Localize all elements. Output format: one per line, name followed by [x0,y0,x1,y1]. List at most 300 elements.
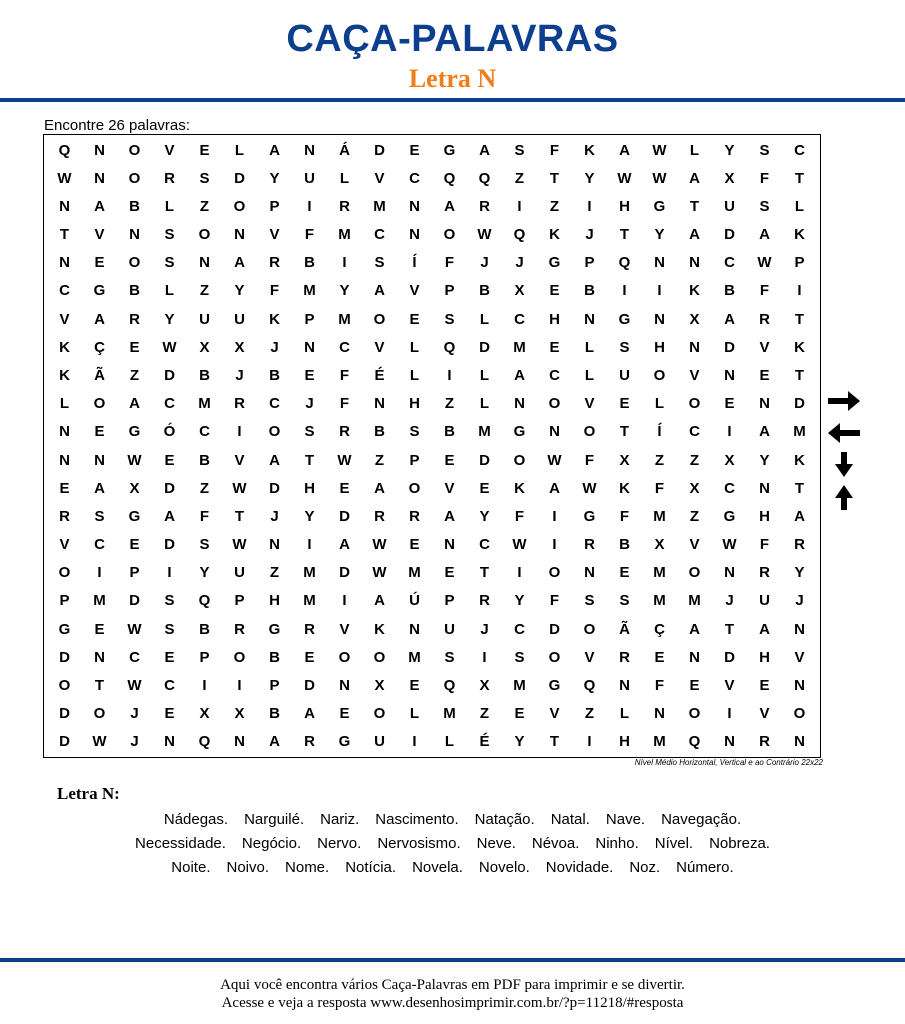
grid-letter: U [759,592,770,610]
page-subtitle: Letra N [408,64,497,93]
grid-letter: Ó [163,423,176,441]
grid-letter: Y [164,310,175,328]
grid-letter: Q [618,254,631,272]
word-item: Noivo. [226,859,270,876]
word-item: Natal. [550,811,590,828]
grid-letter: L [654,395,665,413]
grid-letter: E [129,536,140,554]
grid-letter: F [549,141,560,159]
grid-letter: Z [374,451,385,469]
grid-letter: É [374,367,385,385]
grid-letter: R [304,733,315,751]
grid-letter: P [444,282,455,300]
grid-letter: M [513,677,526,695]
grid-letter: F [269,282,280,300]
grid-letter: J [235,367,244,385]
grid-letter: R [759,310,770,328]
grid-letter: A [269,451,280,469]
grid-letter: Y [724,141,735,159]
grid-letter: A [374,479,385,497]
footer-rule [0,958,905,962]
grid-letter: W [162,338,177,356]
words-section-title: Letra N: [57,784,120,803]
grid-letter: L [584,338,595,356]
grid-letter: F [199,507,210,525]
grid-letter: C [514,310,525,328]
grid-letter: I [587,733,592,751]
grid-letter: R [59,507,70,525]
grid-letter: E [514,705,525,723]
word-item: Negócio. [241,835,302,852]
word-list-line [40,832,865,856]
word-item: Natação. [474,811,535,828]
grid-letter: K [584,141,595,159]
grid-letter: N [59,451,70,469]
grid-letter: J [585,226,594,244]
grid-letter: S [514,141,525,159]
grid-letter: Z [689,507,700,525]
grid-letter: N [654,254,665,272]
grid-letter: L [409,705,420,723]
grid-letter: Q [198,592,211,610]
grid-letter: V [234,451,245,469]
grid-letter: N [654,705,665,723]
grid-letter: B [199,620,210,638]
grid-letter: I [517,197,522,215]
grid-letter: O [373,705,386,723]
word-item: Nave. [605,811,646,828]
word-item: Nível. [654,835,694,852]
grid-letter: V [724,677,735,695]
grid-letter: O [128,254,141,272]
grid-letter: E [199,141,210,159]
grid-letter: R [584,536,595,554]
grid-letter: S [409,423,420,441]
grid-letter: G [128,423,141,441]
grid-letter: V [584,648,595,666]
grid-letter: A [94,479,105,497]
grid-letter: L [794,197,805,215]
grid-letter: K [794,451,805,469]
grid-letter: B [129,197,140,215]
grid-letter: O [408,479,421,497]
grid-letter: O [268,423,281,441]
grid-letter: G [618,310,631,328]
grid-letter: Z [269,564,280,582]
grid-letter: W [372,564,387,582]
grid-letter: L [479,367,490,385]
grid-letter: D [374,141,385,159]
grid-letter: N [339,677,350,695]
grid-letter: Y [479,507,490,525]
grid-letter: Z [514,169,525,187]
grid-letter: F [619,507,630,525]
grid-letter: Z [584,705,595,723]
grid-letter: V [549,705,560,723]
grid-letter: I [307,197,312,215]
grid-letter: M [338,226,351,244]
grid-letter: J [480,620,489,638]
grid-letter: B [129,282,140,300]
grid-letter: X [689,310,700,328]
word-list [40,808,865,880]
grid-letter: S [164,254,175,272]
grid-letter: W [372,536,387,554]
grid-letter: Z [444,395,455,413]
grid-letter: O [688,705,701,723]
grid-letter: O [373,648,386,666]
grid-letter: F [444,254,455,272]
grid-letter: B [479,282,490,300]
grid-letter: V [444,479,455,497]
grid-letter: E [164,648,175,666]
grid-letter: N [374,395,385,413]
grid-letter: V [794,648,805,666]
grid-letter: N [724,367,735,385]
grid-letter: J [305,395,314,413]
grid-letter: O [93,705,106,723]
grid-letter: F [339,367,350,385]
grid-letter: G [93,282,106,300]
grid-letter: P [59,592,70,610]
grid-letter: A [759,226,770,244]
grid-letter: W [617,169,632,187]
arrow-right-icon [826,388,862,414]
grid-letter: O [233,197,246,215]
grid-letter: B [374,423,385,441]
grid-letter: E [94,423,105,441]
grid-letter: N [759,479,770,497]
grid-letter: W [232,536,247,554]
grid-letter: B [269,705,280,723]
grid-letter: L [164,282,175,300]
grid-letter: P [129,564,140,582]
grid-letter: E [444,564,455,582]
grid-letter: C [409,169,420,187]
grid-letter: O [583,423,596,441]
grid-letter: D [129,592,140,610]
grid-letter: Q [583,677,596,695]
grid-letter: T [94,677,105,695]
word-list-line [40,808,865,832]
grid-letter: Z [199,479,210,497]
grid-letter: E [549,282,560,300]
grid-letter: O [128,141,141,159]
grid-letter: M [408,648,421,666]
grid-letter: A [339,536,350,554]
word-item: Noite. [171,859,211,876]
grid-letter: X [654,536,665,554]
word-item: Nascimento. [375,811,459,828]
grid-letter: A [304,705,315,723]
grid-letter: N [794,620,805,638]
grid-letter: B [304,254,315,272]
grid-letter: Y [514,733,525,751]
grid-letter: L [234,141,245,159]
grid-letter: W [652,169,667,187]
grid-letter: O [443,226,456,244]
grid-letter: B [269,648,280,666]
grid-letter: X [234,338,245,356]
grid-letter: Y [514,592,525,610]
grid-letter: E [689,677,700,695]
grid-letter: D [724,338,735,356]
grid-letter: Ç [654,620,665,638]
grid-letter: N [59,423,70,441]
grid-letter: J [130,733,139,751]
grid-letter: P [304,310,315,328]
grid-letter: T [549,169,560,187]
word-item: Nobreza. [709,835,770,852]
grid-letter: A [234,254,245,272]
grid-letter: H [759,507,770,525]
grid-letter: H [619,733,630,751]
grid-letter: M [338,310,351,328]
grid-letter: G [268,620,281,638]
word-item: Nervo. [317,835,362,852]
grid-letter: K [689,282,700,300]
grid-letter: K [549,226,560,244]
grid-letter: R [409,507,420,525]
grid-letter: I [552,536,557,554]
grid-letter: D [794,395,805,413]
grid-letter: E [129,338,140,356]
grid-letter: Z [479,705,490,723]
grid-letter: D [724,226,735,244]
grid-letter: I [342,592,347,610]
grid-letter: O [58,564,71,582]
grid-letter: I [202,677,207,695]
grid-letter: C [339,338,350,356]
grid-letter: N [304,338,315,356]
grid-letter: B [724,282,735,300]
grid-letter: D [234,169,245,187]
grid-letter: N [584,310,595,328]
grid-letter: X [374,677,385,695]
grid-letter: N [689,648,700,666]
grid-letter: C [269,395,280,413]
grid-letter: N [584,564,595,582]
grid-letter: T [619,226,630,244]
grid-letter: L [689,141,700,159]
grid-letter: E [304,648,315,666]
grid-letter: T [794,169,805,187]
grid-letter: U [619,367,630,385]
grid-letter: R [374,507,385,525]
grid-letter: I [587,197,592,215]
grid-letter: P [269,677,280,695]
word-item: Nervosismo. [377,835,461,852]
grid-letter: G [548,677,561,695]
grid-letter: O [688,564,701,582]
grid-letter: C [59,282,70,300]
grid-letter: L [59,395,70,413]
grid-letter: E [164,451,175,469]
grid-letter: E [409,677,420,695]
grid-letter: I [167,564,172,582]
grid-letter: Y [794,564,805,582]
grid-letter: V [759,705,770,723]
grid-letter: N [94,169,105,187]
grid-letter: S [444,310,455,328]
grid-letter: R [619,648,630,666]
grid-letter: O [548,648,561,666]
grid-letter: R [269,254,280,272]
grid-letter: T [59,226,70,244]
grid-letter: V [374,338,385,356]
grid-letter: K [59,338,70,356]
grid-letter: M [793,423,806,441]
grid-letter: L [164,197,175,215]
grid-letter: G [128,507,141,525]
grid-letter: U [304,169,315,187]
grid-letter: N [234,733,245,751]
grid-letter: L [479,395,490,413]
grid-letter: T [794,310,805,328]
grid-letter: K [794,338,805,356]
grid-letter: W [582,479,597,497]
grid-letter: S [619,338,630,356]
grid-letter: O [58,677,71,695]
grid-letter: O [128,169,141,187]
grid-letter: N [94,451,105,469]
grid-letter: E [409,310,420,328]
grid-letter: D [549,620,560,638]
grid-letter: Y [339,282,350,300]
grid-letter: A [269,141,280,159]
grid-letter: F [584,451,595,469]
grid-letter: T [689,197,700,215]
grid-letter: U [374,733,385,751]
grid-letter: D [59,733,70,751]
grid-letter: W [57,169,72,187]
grid-letter: C [164,677,175,695]
grid-letter: N [689,254,700,272]
word-item: Névoa. [531,835,580,852]
grid-letter: E [759,367,770,385]
grid-letter: F [759,536,770,554]
grid-letter: M [443,705,456,723]
grid-letter: R [759,564,770,582]
grid-letter: M [93,592,106,610]
grid-letter: E [479,479,490,497]
grid-letter: A [269,733,280,751]
grid-letter: L [479,310,490,328]
grid-letter: V [269,226,280,244]
grid-letter: D [164,367,175,385]
grid-letter: C [794,141,805,159]
grid-letter: N [794,677,805,695]
grid-letter: Z [199,282,210,300]
grid-letter: N [619,677,630,695]
grid-letter: S [759,141,770,159]
grid-letter: E [59,479,70,497]
grid-letter: I [517,564,522,582]
grid-letter: R [479,592,490,610]
instruction-text: Encontre 26 palavras: [44,117,190,134]
grid-letter: S [619,592,630,610]
grid-letter: B [269,367,280,385]
grid-letter: X [724,169,735,187]
grid-letter: M [688,592,701,610]
grid-letter: N [409,197,420,215]
grid-letter: X [479,677,490,695]
grid-letter: Y [199,564,210,582]
grid-letter: G [548,254,561,272]
grid-letter: F [304,226,315,244]
word-item: Noz. [629,859,661,876]
arrow-down-icon [826,452,862,478]
grid-letter: M [303,564,316,582]
grid-letter: É [479,733,490,751]
grid-letter: H [269,592,280,610]
grid-letter: N [654,310,665,328]
grid-letter: Z [654,451,665,469]
grid-letter: A [374,282,385,300]
page-title: CAÇA-PALAVRAS [286,18,619,60]
grid-letter: B [444,423,455,441]
word-item: Nádegas. [163,811,229,828]
grid-letter: Q [443,169,456,187]
word-item: Necessidade. [135,835,226,852]
grid-letter: N [164,733,175,751]
grid-letter: W [547,451,562,469]
grid-letter: C [129,648,140,666]
grid-letter: V [374,169,385,187]
grid-letter: D [339,507,350,525]
grid-letter: O [93,395,106,413]
grid-letter: A [129,395,140,413]
grid-letter: Ú [409,592,420,610]
grid-letter: L [409,338,420,356]
grid-letter: Q [443,338,456,356]
grid-letter: W [477,226,492,244]
grid-letter: W [337,451,352,469]
grid-letter: F [654,479,665,497]
grid-letter: Ã [94,367,105,385]
grid-letter: E [619,395,630,413]
grid-letter: E [549,338,560,356]
grid-letter: B [199,451,210,469]
word-item: Nariz. [320,811,360,828]
grid-letter: I [307,536,312,554]
grid-letter: K [514,479,525,497]
word-item: Número. [676,859,734,876]
grid-letter: T [549,733,560,751]
grid-letter: F [514,507,525,525]
grid-letter: X [689,479,700,497]
grid-letter: Q [58,141,71,159]
grid-letter: I [657,282,662,300]
grid-letter: E [94,254,105,272]
grid-letter: V [409,282,420,300]
grid-letter: E [339,705,350,723]
grid-letter: J [270,507,279,525]
grid-letter: M [653,733,666,751]
arrow-up-icon [826,484,862,510]
grid-letter: A [164,507,175,525]
grid-letter: Á [339,141,350,159]
grid-letter: B [584,282,595,300]
grid-letter: N [94,141,105,159]
grid-letter: N [514,395,525,413]
grid-letter: X [234,705,245,723]
grid-letter: N [759,395,770,413]
grid-letter: Y [654,226,665,244]
word-search-grid [47,136,817,756]
word-item: Ninho. [595,835,639,852]
grid-letter: X [514,282,525,300]
